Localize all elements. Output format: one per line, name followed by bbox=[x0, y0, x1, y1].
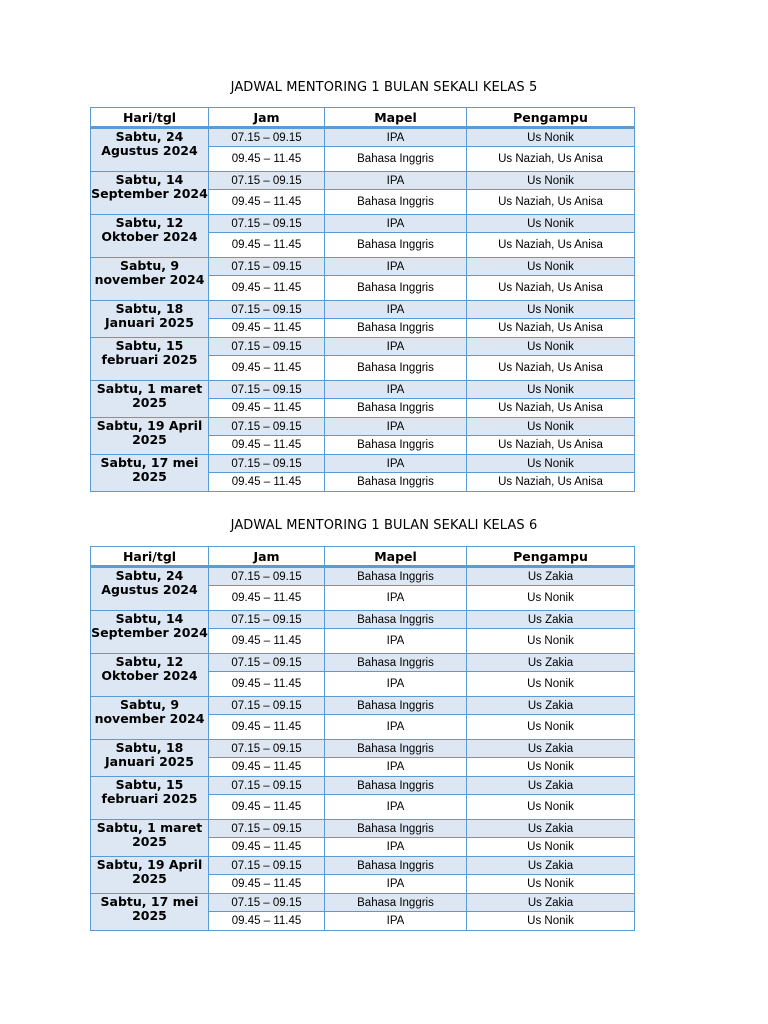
jam-cell: 07.15 – 09.15 bbox=[209, 258, 325, 276]
jam-cell: 09.45 – 11.45 bbox=[209, 276, 325, 301]
mapel-cell: IPA bbox=[325, 795, 467, 820]
jam-cell: 07.15 – 09.15 bbox=[209, 455, 325, 473]
jam-cell: 09.45 – 11.45 bbox=[209, 629, 325, 654]
table-header-row bbox=[91, 547, 635, 567]
jam-cell: 09.45 – 11.45 bbox=[209, 190, 325, 215]
day-cell: Sabtu, 14 September 2024 bbox=[91, 172, 209, 215]
pengampu-cell: Us Zakia bbox=[467, 820, 635, 838]
day-cell: Sabtu, 18 Januari 2025 bbox=[91, 301, 209, 338]
mapel-cell: IPA bbox=[325, 912, 467, 931]
pengampu-cell: Us Naziah, Us Anisa bbox=[467, 233, 635, 258]
mapel-cell: IPA bbox=[325, 838, 467, 857]
table-row bbox=[91, 258, 635, 276]
pengampu-cell: Us Zakia bbox=[467, 857, 635, 875]
mapel-cell: Bahasa Inggris bbox=[325, 611, 467, 629]
mapel-cell: IPA bbox=[325, 875, 467, 894]
pengampu-cell: Us Nonik bbox=[467, 629, 635, 654]
mapel-cell: IPA bbox=[325, 758, 467, 777]
table-row bbox=[91, 381, 635, 399]
table-header-row bbox=[91, 108, 635, 128]
jam-cell: 09.45 – 11.45 bbox=[209, 319, 325, 338]
pengampu-cell: Us Zakia bbox=[467, 894, 635, 912]
pengampu-cell: Us Zakia bbox=[467, 740, 635, 758]
day-cell: Sabtu, 18 Januari 2025 bbox=[91, 740, 209, 777]
jam-cell: 07.15 – 09.15 bbox=[209, 301, 325, 319]
day-cell: Sabtu, 14 September 2024 bbox=[91, 611, 209, 654]
pengampu-cell: Us Nonik bbox=[467, 301, 635, 319]
pengampu-cell: Us Nonik bbox=[467, 381, 635, 399]
pengampu-cell: Us Nonik bbox=[467, 172, 635, 190]
mapel-cell: IPA bbox=[325, 301, 467, 319]
table-row bbox=[91, 777, 635, 795]
pengampu-cell: Us Nonik bbox=[467, 838, 635, 857]
table-row bbox=[91, 172, 635, 190]
pengampu-cell: Us Nonik bbox=[467, 795, 635, 820]
day-cell: Sabtu, 1 maret 2025 bbox=[91, 820, 209, 857]
jam-cell: 07.15 – 09.15 bbox=[209, 172, 325, 190]
header-pengampu: Pengampu bbox=[467, 547, 635, 567]
mapel-cell: Bahasa Inggris bbox=[325, 190, 467, 215]
day-cell: Sabtu, 9 november 2024 bbox=[91, 258, 209, 301]
header-hari-tgl: Hari/tgl bbox=[91, 547, 209, 567]
pengampu-cell: Us Zakia bbox=[467, 567, 635, 586]
pengampu-cell: Us Nonik bbox=[467, 875, 635, 894]
pengampu-cell: Us Naziah, Us Anisa bbox=[467, 436, 635, 455]
pengampu-cell: Us Naziah, Us Anisa bbox=[467, 319, 635, 338]
kelas5-schedule-table bbox=[90, 107, 635, 492]
jam-cell: 09.45 – 11.45 bbox=[209, 912, 325, 931]
day-cell: Sabtu, 24 Agustus 2024 bbox=[91, 128, 209, 172]
table-row bbox=[91, 418, 635, 436]
pengampu-cell: Us Nonik bbox=[467, 338, 635, 356]
day-cell: Sabtu, 15 februari 2025 bbox=[91, 777, 209, 820]
pengampu-cell: Us Naziah, Us Anisa bbox=[467, 399, 635, 418]
mapel-cell: IPA bbox=[325, 455, 467, 473]
jam-cell: 09.45 – 11.45 bbox=[209, 436, 325, 455]
mapel-cell: IPA bbox=[325, 629, 467, 654]
jam-cell: 09.45 – 11.45 bbox=[209, 147, 325, 172]
mapel-cell: Bahasa Inggris bbox=[325, 894, 467, 912]
day-cell: Sabtu, 19 April 2025 bbox=[91, 418, 209, 455]
header-jam: Jam bbox=[209, 547, 325, 567]
jam-cell: 07.15 – 09.15 bbox=[209, 654, 325, 672]
table-row bbox=[91, 857, 635, 875]
pengampu-cell: Us Naziah, Us Anisa bbox=[467, 147, 635, 172]
pengampu-cell: Us Zakia bbox=[467, 611, 635, 629]
pengampu-cell: Us Naziah, Us Anisa bbox=[467, 190, 635, 215]
mapel-cell: Bahasa Inggris bbox=[325, 233, 467, 258]
mapel-cell: Bahasa Inggris bbox=[325, 820, 467, 838]
jam-cell: 07.15 – 09.15 bbox=[209, 128, 325, 147]
day-cell: Sabtu, 9 november 2024 bbox=[91, 697, 209, 740]
jam-cell: 07.15 – 09.15 bbox=[209, 418, 325, 436]
mapel-cell: Bahasa Inggris bbox=[325, 276, 467, 301]
jam-cell: 09.45 – 11.45 bbox=[209, 715, 325, 740]
pengampu-cell: Us Nonik bbox=[467, 418, 635, 436]
pengampu-cell: Us Nonik bbox=[467, 128, 635, 147]
mapel-cell: IPA bbox=[325, 381, 467, 399]
jam-cell: 07.15 – 09.15 bbox=[209, 820, 325, 838]
day-cell: Sabtu, 1 maret 2025 bbox=[91, 381, 209, 418]
table-row bbox=[91, 455, 635, 473]
table-row bbox=[91, 301, 635, 319]
mapel-cell: IPA bbox=[325, 715, 467, 740]
table-row bbox=[91, 128, 635, 147]
header-pengampu: Pengampu bbox=[467, 108, 635, 128]
header-mapel: Mapel bbox=[325, 547, 467, 567]
mapel-cell: IPA bbox=[325, 586, 467, 611]
table-row bbox=[91, 215, 635, 233]
jam-cell: 09.45 – 11.45 bbox=[209, 473, 325, 492]
pengampu-cell: Us Nonik bbox=[467, 455, 635, 473]
jam-cell: 09.45 – 11.45 bbox=[209, 758, 325, 777]
jam-cell: 09.45 – 11.45 bbox=[209, 795, 325, 820]
pengampu-cell: Us Nonik bbox=[467, 672, 635, 697]
pengampu-cell: Us Nonik bbox=[467, 215, 635, 233]
jam-cell: 07.15 – 09.15 bbox=[209, 777, 325, 795]
jam-cell: 09.45 – 11.45 bbox=[209, 672, 325, 697]
pengampu-cell: Us Nonik bbox=[467, 258, 635, 276]
pengampu-cell: Us Naziah, Us Anisa bbox=[467, 276, 635, 301]
table-row bbox=[91, 567, 635, 586]
table-row bbox=[91, 740, 635, 758]
jam-cell: 09.45 – 11.45 bbox=[209, 838, 325, 857]
day-cell: Sabtu, 24 Agustus 2024 bbox=[91, 567, 209, 611]
jam-cell: 07.15 – 09.15 bbox=[209, 338, 325, 356]
table-row bbox=[91, 611, 635, 629]
table-row bbox=[91, 654, 635, 672]
mapel-cell: Bahasa Inggris bbox=[325, 436, 467, 455]
mapel-cell: Bahasa Inggris bbox=[325, 567, 467, 586]
header-hari-tgl: Hari/tgl bbox=[91, 108, 209, 128]
day-cell: Sabtu, 17 mei 2025 bbox=[91, 894, 209, 931]
table-row bbox=[91, 338, 635, 356]
jam-cell: 09.45 – 11.45 bbox=[209, 356, 325, 381]
jam-cell: 09.45 – 11.45 bbox=[209, 399, 325, 418]
day-cell: Sabtu, 12 Oktober 2024 bbox=[91, 654, 209, 697]
pengampu-cell: Us Naziah, Us Anisa bbox=[467, 356, 635, 381]
kelas6-schedule-table bbox=[90, 546, 635, 931]
mapel-cell: Bahasa Inggris bbox=[325, 777, 467, 795]
day-cell: Sabtu, 19 April 2025 bbox=[91, 857, 209, 894]
pengampu-cell: Us Zakia bbox=[467, 697, 635, 715]
mapel-cell: Bahasa Inggris bbox=[325, 356, 467, 381]
pengampu-cell: Us Nonik bbox=[467, 715, 635, 740]
pengampu-cell: Us Nonik bbox=[467, 586, 635, 611]
jam-cell: 07.15 – 09.15 bbox=[209, 567, 325, 586]
kelas6-title: JADWAL MENTORING 1 BULAN SEKALI KELAS 6 bbox=[230, 518, 538, 533]
jam-cell: 09.45 – 11.45 bbox=[209, 875, 325, 894]
pengampu-cell: Us Nonik bbox=[467, 758, 635, 777]
mapel-cell: Bahasa Inggris bbox=[325, 740, 467, 758]
mapel-cell: IPA bbox=[325, 128, 467, 147]
jam-cell: 09.45 – 11.45 bbox=[209, 586, 325, 611]
jam-cell: 07.15 – 09.15 bbox=[209, 740, 325, 758]
pengampu-cell: Us Zakia bbox=[467, 777, 635, 795]
mapel-cell: Bahasa Inggris bbox=[325, 697, 467, 715]
day-cell: Sabtu, 12 Oktober 2024 bbox=[91, 215, 209, 258]
day-cell: Sabtu, 17 mei 2025 bbox=[91, 455, 209, 492]
pengampu-cell: Us Zakia bbox=[467, 654, 635, 672]
kelas5-title: JADWAL MENTORING 1 BULAN SEKALI KELAS 5 bbox=[230, 80, 538, 95]
jam-cell: 07.15 – 09.15 bbox=[209, 857, 325, 875]
table-row bbox=[91, 820, 635, 838]
jam-cell: 07.15 – 09.15 bbox=[209, 697, 325, 715]
mapel-cell: IPA bbox=[325, 338, 467, 356]
mapel-cell: Bahasa Inggris bbox=[325, 319, 467, 338]
mapel-cell: IPA bbox=[325, 672, 467, 697]
mapel-cell: Bahasa Inggris bbox=[325, 654, 467, 672]
jam-cell: 09.45 – 11.45 bbox=[209, 233, 325, 258]
mapel-cell: Bahasa Inggris bbox=[325, 473, 467, 492]
pengampu-cell: Us Nonik bbox=[467, 912, 635, 931]
day-cell: Sabtu, 15 februari 2025 bbox=[91, 338, 209, 381]
mapel-cell: IPA bbox=[325, 172, 467, 190]
jam-cell: 07.15 – 09.15 bbox=[209, 611, 325, 629]
header-jam: Jam bbox=[209, 108, 325, 128]
mapel-cell: IPA bbox=[325, 258, 467, 276]
table-row bbox=[91, 894, 635, 912]
jam-cell: 07.15 – 09.15 bbox=[209, 215, 325, 233]
mapel-cell: Bahasa Inggris bbox=[325, 399, 467, 418]
table-row bbox=[91, 697, 635, 715]
mapel-cell: Bahasa Inggris bbox=[325, 147, 467, 172]
pengampu-cell: Us Naziah, Us Anisa bbox=[467, 473, 635, 492]
jam-cell: 07.15 – 09.15 bbox=[209, 381, 325, 399]
mapel-cell: IPA bbox=[325, 418, 467, 436]
mapel-cell: IPA bbox=[325, 215, 467, 233]
header-mapel: Mapel bbox=[325, 108, 467, 128]
mapel-cell: Bahasa Inggris bbox=[325, 857, 467, 875]
jam-cell: 07.15 – 09.15 bbox=[209, 894, 325, 912]
